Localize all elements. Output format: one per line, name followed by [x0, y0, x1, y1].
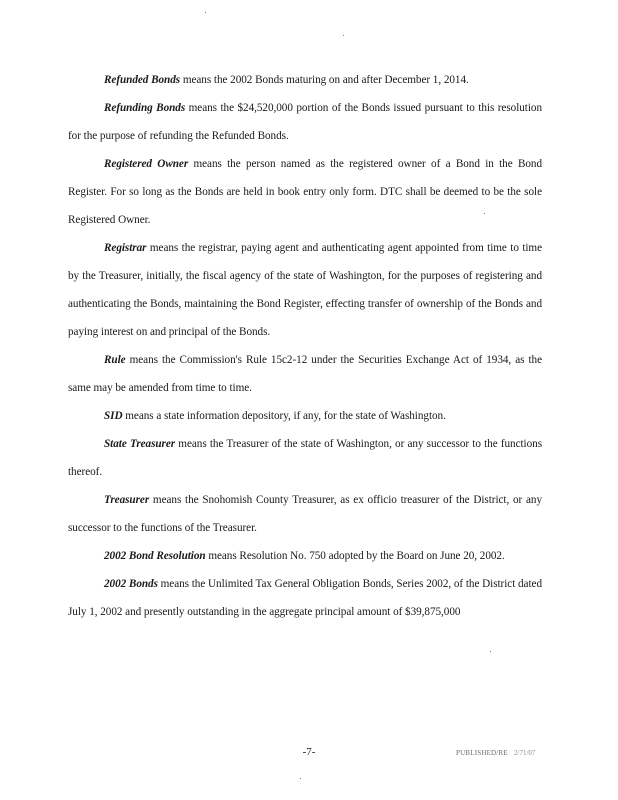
defined-term: 2002 Bonds: [104, 578, 158, 590]
document-id: PUBLISHED/RE: [456, 749, 508, 757]
scan-speck: [205, 12, 206, 13]
defined-term: Refunding Bonds: [104, 102, 186, 114]
definition-sid: [68, 402, 542, 430]
definition-text: means the 2002 Bonds maturing on and after December 1, 2014.: [180, 74, 469, 86]
definition-text: means the $24,520,000 portion of the Bonds issued pursuant to this resolution for the purpose of refunding the Refunded Bonds.: [68, 102, 542, 142]
defined-term: Refunded Bonds: [104, 74, 181, 86]
definition-text: means the Snohomish County Treasurer, as ex officio treasurer of the District, or any successor to the functions of the Treasurer.: [68, 494, 542, 534]
scan-speck: [343, 35, 344, 36]
document-code: 2/71/07: [514, 749, 536, 757]
definition-text: means the Unlimited Tax General Obligation Bonds, Series 2002, of the District dated July 1, 2002 and presently outstanding in the aggregate principal amount of $39,875,000: [68, 578, 542, 618]
definition-registrar: [68, 234, 542, 346]
definition-text: means the Commission's Rule 15c2-12 under the Securities Exchange Act of 1934, as the same may be amended from time to time.: [68, 354, 542, 394]
definition-registered-owner: [68, 150, 542, 234]
definition-refunded-bonds: [68, 66, 542, 94]
defined-term: Treasurer: [104, 494, 150, 506]
definition-text: means the Treasurer of the state of Washington, or any successor to the functions thereof.: [68, 438, 543, 478]
definition-treasurer: [68, 486, 542, 542]
defined-term: State Treasurer: [104, 438, 176, 450]
definition-2002-bond-resolution: [68, 542, 542, 570]
definition-rule: [68, 346, 542, 402]
definition-2002-bonds: [68, 570, 542, 626]
defined-term: 2002 Bond Resolution: [104, 550, 206, 562]
defined-term: SID: [104, 410, 123, 422]
definition-refunding-bonds: [68, 94, 542, 150]
defined-term: Rule: [104, 354, 126, 366]
definition-text: means Resolution No. 750 adopted by the Board on June 20, 2002.: [205, 550, 505, 562]
definition-text: means a state information depository, if any, for the state of Washington.: [122, 410, 446, 422]
scan-speck: [490, 651, 491, 652]
definition-state-treasurer: [68, 430, 542, 486]
definition-text: means the person named as the registered owner of a Bond in the Bond Register. For so long as the Bonds are held in book entry only form. DTC shall be deemed to be the sole Registered Owner.: [68, 158, 542, 226]
scan-speck: [300, 778, 301, 779]
defined-term: Registered Owner: [104, 158, 189, 170]
page-number: -7-: [302, 746, 316, 758]
definition-text: means the registrar, paying agent and authenticating agent appointed from time to time by the Treasurer, initially, the fiscal agency of the state of Washington, for the purposes of registering and authenticating the Bonds, maintaining the Bond Register, effecting transfer of ownership of the Bonds and paying interest on and principal of the Bonds.: [68, 242, 542, 338]
defined-term: Registrar: [104, 242, 147, 254]
definitions-body: [68, 66, 542, 626]
